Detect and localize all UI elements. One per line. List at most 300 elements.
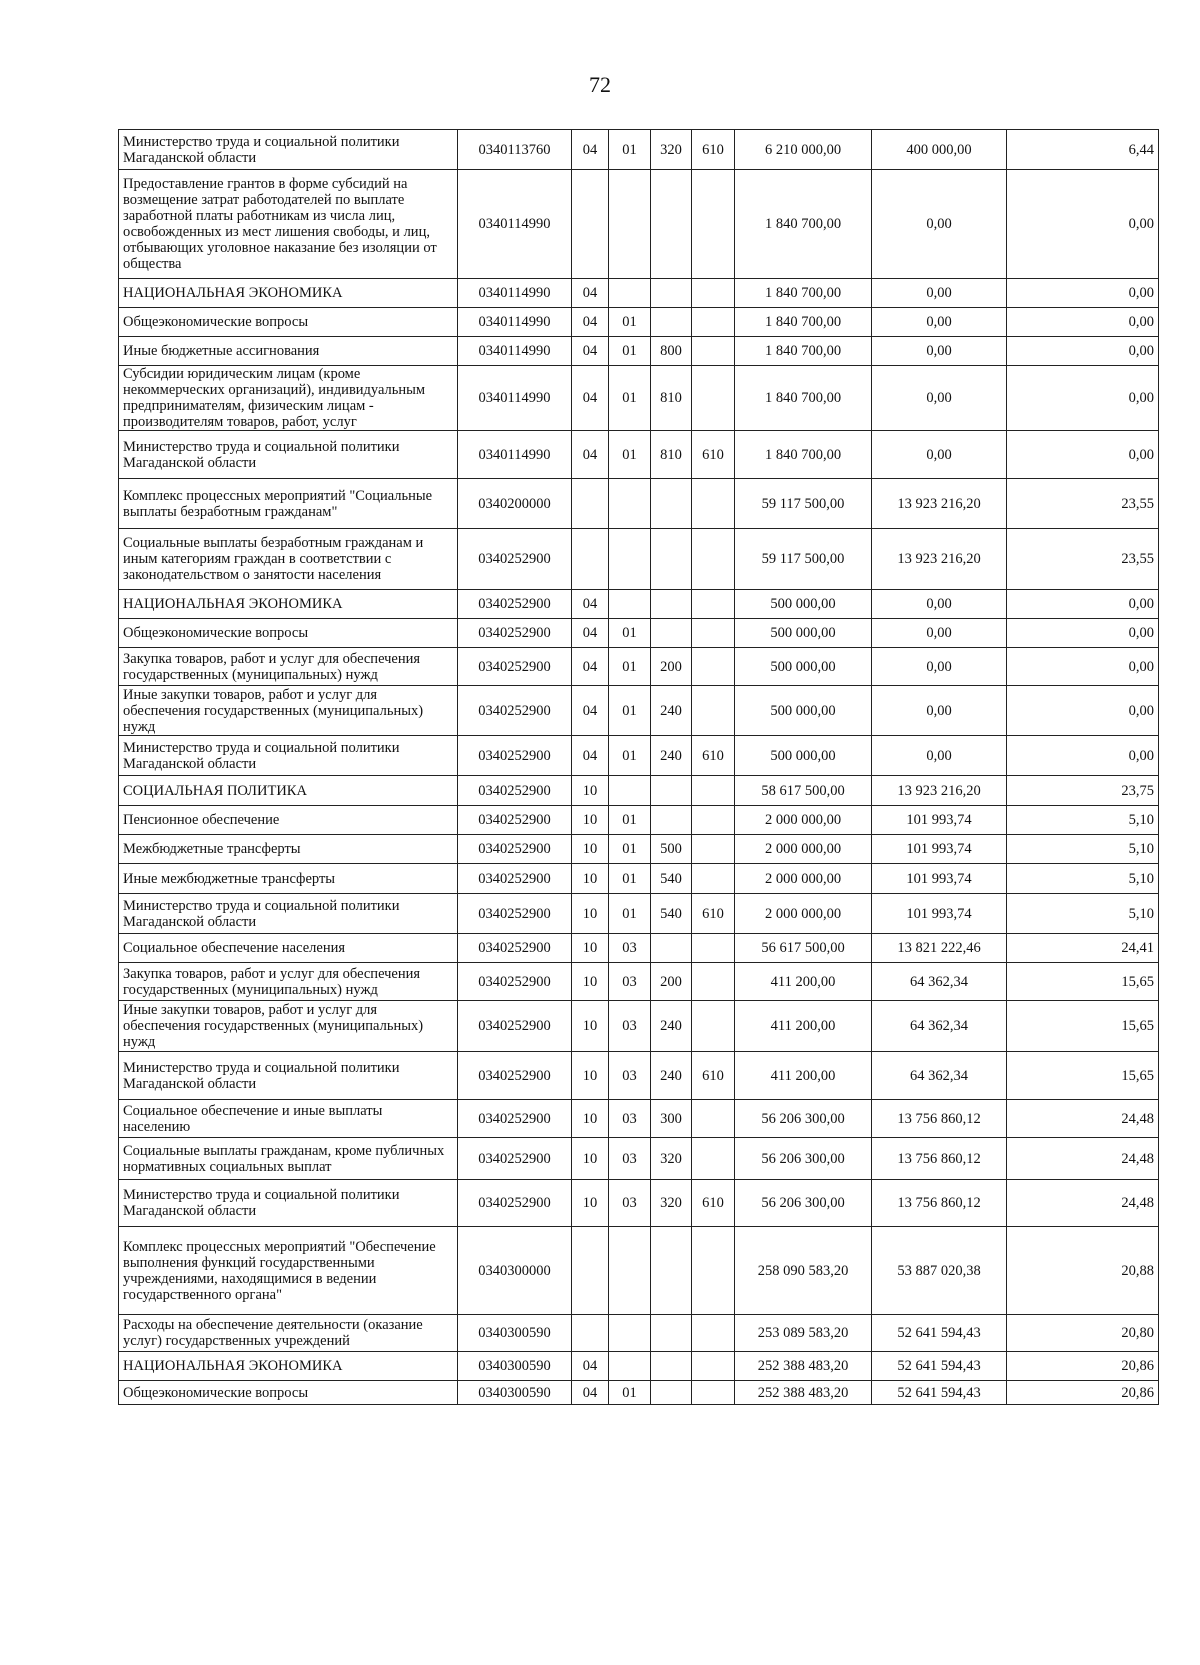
- table-row: [119, 648, 1159, 686]
- grbs-code: [692, 279, 735, 308]
- target-code: 0340252900: [458, 1001, 572, 1052]
- execution-percent: 24,48: [1007, 1138, 1159, 1180]
- grbs-code: 610: [692, 1052, 735, 1100]
- grbs-code: 610: [692, 130, 735, 170]
- executed-amount: 400 000,00: [872, 130, 1007, 170]
- grbs-code: [692, 835, 735, 864]
- execution-percent: 24,41: [1007, 934, 1159, 963]
- target-code: 0340114990: [458, 366, 572, 431]
- grbs-code: [692, 479, 735, 529]
- planned-amount: 59 117 500,00: [735, 529, 872, 590]
- section-code: 10: [572, 963, 609, 1001]
- executed-amount: 0,00: [872, 686, 1007, 736]
- execution-percent: 6,44: [1007, 130, 1159, 170]
- expense-type-code: [651, 308, 692, 337]
- table-row: [119, 1352, 1159, 1381]
- execution-percent: 20,80: [1007, 1315, 1159, 1352]
- expense-type-code: [651, 529, 692, 590]
- section-code: [572, 1227, 609, 1315]
- planned-amount: 56 206 300,00: [735, 1180, 872, 1227]
- table-row: [119, 130, 1159, 170]
- expense-type-code: 240: [651, 736, 692, 776]
- page-number: 72: [589, 72, 611, 97]
- target-code: 0340252900: [458, 963, 572, 1001]
- planned-amount: 1 840 700,00: [735, 279, 872, 308]
- section-code: 10: [572, 1180, 609, 1227]
- row-name: Министерство труда и социальной политики Магаданской области: [119, 894, 458, 934]
- subsection-code: 03: [609, 1052, 651, 1100]
- section-code: 04: [572, 590, 609, 619]
- table-row: [119, 1315, 1159, 1352]
- grbs-code: [692, 590, 735, 619]
- target-code: 0340252900: [458, 934, 572, 963]
- subsection-code: 01: [609, 835, 651, 864]
- row-name: Закупка товаров, работ и услуг для обеспечения государственных (муниципальных) нужд: [119, 648, 458, 686]
- planned-amount: 500 000,00: [735, 686, 872, 736]
- target-code: 0340252900: [458, 619, 572, 648]
- target-code: 0340114990: [458, 279, 572, 308]
- table-row: [119, 1227, 1159, 1315]
- row-name: СОЦИАЛЬНАЯ ПОЛИТИКА: [119, 776, 458, 806]
- execution-percent: 0,00: [1007, 170, 1159, 279]
- grbs-code: [692, 1100, 735, 1138]
- executed-amount: 0,00: [872, 337, 1007, 366]
- expense-type-code: [651, 806, 692, 835]
- target-code: 0340252900: [458, 648, 572, 686]
- planned-amount: 253 089 583,20: [735, 1315, 872, 1352]
- executed-amount: 0,00: [872, 619, 1007, 648]
- planned-amount: 58 617 500,00: [735, 776, 872, 806]
- executed-amount: 64 362,34: [872, 963, 1007, 1001]
- grbs-code: [692, 864, 735, 894]
- table-row: [119, 963, 1159, 1001]
- budget-table-body: [119, 130, 1159, 1405]
- table-row: [119, 894, 1159, 934]
- executed-amount: 0,00: [872, 431, 1007, 479]
- row-name: Министерство труда и социальной политики Магаданской области: [119, 736, 458, 776]
- planned-amount: 1 840 700,00: [735, 308, 872, 337]
- row-name: НАЦИОНАЛЬНАЯ ЭКОНОМИКА: [119, 590, 458, 619]
- section-code: [572, 1315, 609, 1352]
- expense-type-code: 200: [651, 648, 692, 686]
- table-row: [119, 1180, 1159, 1227]
- target-code: 0340252900: [458, 686, 572, 736]
- subsection-code: 01: [609, 736, 651, 776]
- planned-amount: 56 617 500,00: [735, 934, 872, 963]
- planned-amount: 1 840 700,00: [735, 366, 872, 431]
- executed-amount: 0,00: [872, 366, 1007, 431]
- table-row: [119, 619, 1159, 648]
- target-code: 0340252900: [458, 894, 572, 934]
- target-code: 0340252900: [458, 1100, 572, 1138]
- section-code: 10: [572, 776, 609, 806]
- target-code: 0340252900: [458, 864, 572, 894]
- grbs-code: [692, 170, 735, 279]
- table-row: [119, 1001, 1159, 1052]
- row-name: Комплекс процессных мероприятий "Социальные выплаты безработным гражданам": [119, 479, 458, 529]
- execution-percent: 0,00: [1007, 279, 1159, 308]
- target-code: 0340252900: [458, 529, 572, 590]
- planned-amount: 411 200,00: [735, 1001, 872, 1052]
- row-name: Пенсионное обеспечение: [119, 806, 458, 835]
- subsection-code: 03: [609, 1100, 651, 1138]
- expense-type-code: [651, 170, 692, 279]
- target-code: 0340252900: [458, 806, 572, 835]
- execution-percent: 0,00: [1007, 648, 1159, 686]
- row-name: Закупка товаров, работ и услуг для обеспечения государственных (муниципальных) нужд: [119, 963, 458, 1001]
- planned-amount: 2 000 000,00: [735, 864, 872, 894]
- subsection-code: 01: [609, 431, 651, 479]
- subsection-code: [609, 279, 651, 308]
- planned-amount: 1 840 700,00: [735, 431, 872, 479]
- row-name: Субсидии юридическим лицам (кроме некоммерческих организаций), индивидуальным предпринимателям, физическим лицам - производителям товаров, работ, услуг: [119, 366, 458, 431]
- subsection-code: [609, 1315, 651, 1352]
- execution-percent: 15,65: [1007, 1001, 1159, 1052]
- subsection-code: 01: [609, 894, 651, 934]
- expense-type-code: [651, 590, 692, 619]
- executed-amount: 13 756 860,12: [872, 1180, 1007, 1227]
- planned-amount: 258 090 583,20: [735, 1227, 872, 1315]
- execution-percent: 0,00: [1007, 736, 1159, 776]
- executed-amount: 0,00: [872, 279, 1007, 308]
- execution-percent: 24,48: [1007, 1180, 1159, 1227]
- table-row: [119, 864, 1159, 894]
- section-code: 10: [572, 1138, 609, 1180]
- budget-table: [118, 129, 1159, 1405]
- subsection-code: [609, 1227, 651, 1315]
- section-code: 10: [572, 1001, 609, 1052]
- section-code: 04: [572, 366, 609, 431]
- subsection-code: 01: [609, 864, 651, 894]
- execution-percent: 15,65: [1007, 963, 1159, 1001]
- row-name: Социальные выплаты гражданам, кроме публичных нормативных социальных выплат: [119, 1138, 458, 1180]
- target-code: 0340114990: [458, 431, 572, 479]
- section-code: 04: [572, 308, 609, 337]
- target-code: 0340300590: [458, 1352, 572, 1381]
- subsection-code: [609, 529, 651, 590]
- execution-percent: 20,88: [1007, 1227, 1159, 1315]
- execution-percent: 23,55: [1007, 479, 1159, 529]
- expense-type-code: 200: [651, 963, 692, 1001]
- expense-type-code: [651, 1227, 692, 1315]
- grbs-code: [692, 1001, 735, 1052]
- section-code: 10: [572, 835, 609, 864]
- table-row: [119, 170, 1159, 279]
- execution-percent: 0,00: [1007, 366, 1159, 431]
- expense-type-code: [651, 776, 692, 806]
- row-name: Министерство труда и социальной политики Магаданской области: [119, 431, 458, 479]
- planned-amount: 411 200,00: [735, 1052, 872, 1100]
- target-code: 0340252900: [458, 835, 572, 864]
- subsection-code: 03: [609, 1001, 651, 1052]
- executed-amount: 13 923 216,20: [872, 529, 1007, 590]
- row-name: Предоставление грантов в форме субсидий на возмещение затрат работодателей по выплате заработной платы работникам из числа лиц, освобожденных из мест лишения свободы, и лиц, отбывающих уголовное наказание без изоляции от общества: [119, 170, 458, 279]
- row-name: Иные межбюджетные трансферты: [119, 864, 458, 894]
- expense-type-code: 300: [651, 1100, 692, 1138]
- table-row: [119, 686, 1159, 736]
- planned-amount: 252 388 483,20: [735, 1381, 872, 1405]
- execution-percent: 24,48: [1007, 1100, 1159, 1138]
- execution-percent: 0,00: [1007, 308, 1159, 337]
- target-code: 0340252900: [458, 1052, 572, 1100]
- executed-amount: 101 993,74: [872, 806, 1007, 835]
- section-code: 04: [572, 1381, 609, 1405]
- executed-amount: 52 641 594,43: [872, 1315, 1007, 1352]
- planned-amount: 2 000 000,00: [735, 835, 872, 864]
- executed-amount: 52 641 594,43: [872, 1381, 1007, 1405]
- section-code: 04: [572, 431, 609, 479]
- executed-amount: 13 756 860,12: [872, 1138, 1007, 1180]
- row-name: Министерство труда и социальной политики Магаданской области: [119, 130, 458, 170]
- executed-amount: 13 923 216,20: [872, 776, 1007, 806]
- execution-percent: 0,00: [1007, 590, 1159, 619]
- row-name: Иные бюджетные ассигнования: [119, 337, 458, 366]
- table-row: [119, 529, 1159, 590]
- target-code: 0340200000: [458, 479, 572, 529]
- expense-type-code: [651, 934, 692, 963]
- row-name: Социальное обеспечение и иные выплаты населению: [119, 1100, 458, 1138]
- table-row: [119, 590, 1159, 619]
- row-name: Общеэкономические вопросы: [119, 619, 458, 648]
- planned-amount: 6 210 000,00: [735, 130, 872, 170]
- section-code: 10: [572, 1052, 609, 1100]
- subsection-code: 03: [609, 963, 651, 1001]
- row-name: Социальное обеспечение населения: [119, 934, 458, 963]
- grbs-code: [692, 648, 735, 686]
- target-code: 0340252900: [458, 776, 572, 806]
- grbs-code: [692, 366, 735, 431]
- subsection-code: 01: [609, 1381, 651, 1405]
- subsection-code: 01: [609, 366, 651, 431]
- expense-type-code: 540: [651, 864, 692, 894]
- section-code: 10: [572, 1100, 609, 1138]
- section-code: 10: [572, 894, 609, 934]
- table-row: [119, 337, 1159, 366]
- execution-percent: 5,10: [1007, 864, 1159, 894]
- section-code: 04: [572, 648, 609, 686]
- expense-type-code: [651, 1381, 692, 1405]
- planned-amount: 500 000,00: [735, 619, 872, 648]
- expense-type-code: 540: [651, 894, 692, 934]
- grbs-code: [692, 619, 735, 648]
- execution-percent: 0,00: [1007, 619, 1159, 648]
- subsection-code: [609, 170, 651, 279]
- table-row: [119, 308, 1159, 337]
- table-row: [119, 835, 1159, 864]
- executed-amount: 101 993,74: [872, 864, 1007, 894]
- section-code: 04: [572, 736, 609, 776]
- grbs-code: [692, 963, 735, 1001]
- subsection-code: 01: [609, 648, 651, 686]
- row-name: Социальные выплаты безработным гражданам и иным категориям граждан в соответствии с законодательством о занятости населения: [119, 529, 458, 590]
- planned-amount: 1 840 700,00: [735, 170, 872, 279]
- subsection-code: 03: [609, 1180, 651, 1227]
- target-code: 0340300000: [458, 1227, 572, 1315]
- executed-amount: 13 756 860,12: [872, 1100, 1007, 1138]
- section-code: [572, 479, 609, 529]
- execution-percent: 5,10: [1007, 806, 1159, 835]
- row-name: Иные закупки товаров, работ и услуг для обеспечения государственных (муниципальных) нужд: [119, 686, 458, 736]
- subsection-code: 01: [609, 130, 651, 170]
- grbs-code: [692, 776, 735, 806]
- grbs-code: [692, 1138, 735, 1180]
- execution-percent: 0,00: [1007, 686, 1159, 736]
- row-name: Расходы на обеспечение деятельности (оказание услуг) государственных учреждений: [119, 1315, 458, 1352]
- target-code: 0340300590: [458, 1381, 572, 1405]
- row-name: Министерство труда и социальной политики Магаданской области: [119, 1052, 458, 1100]
- expense-type-code: [651, 279, 692, 308]
- expense-type-code: [651, 619, 692, 648]
- executed-amount: 101 993,74: [872, 894, 1007, 934]
- row-name: Общеэкономические вопросы: [119, 1381, 458, 1405]
- subsection-code: [609, 1352, 651, 1381]
- executed-amount: 0,00: [872, 590, 1007, 619]
- table-row: [119, 934, 1159, 963]
- executed-amount: 0,00: [872, 170, 1007, 279]
- expense-type-code: 240: [651, 686, 692, 736]
- section-code: [572, 529, 609, 590]
- planned-amount: 252 388 483,20: [735, 1352, 872, 1381]
- grbs-code: [692, 806, 735, 835]
- executed-amount: 53 887 020,38: [872, 1227, 1007, 1315]
- section-code: 04: [572, 279, 609, 308]
- table-row: [119, 366, 1159, 431]
- expense-type-code: [651, 1352, 692, 1381]
- section-code: [572, 170, 609, 279]
- grbs-code: 610: [692, 736, 735, 776]
- executed-amount: 64 362,34: [872, 1052, 1007, 1100]
- execution-percent: 5,10: [1007, 894, 1159, 934]
- grbs-code: [692, 686, 735, 736]
- row-name: НАЦИОНАЛЬНАЯ ЭКОНОМИКА: [119, 1352, 458, 1381]
- planned-amount: 56 206 300,00: [735, 1138, 872, 1180]
- executed-amount: 0,00: [872, 648, 1007, 686]
- planned-amount: 1 840 700,00: [735, 337, 872, 366]
- grbs-code: [692, 934, 735, 963]
- expense-type-code: 810: [651, 431, 692, 479]
- target-code: 0340252900: [458, 590, 572, 619]
- table-row: [119, 479, 1159, 529]
- subsection-code: 01: [609, 686, 651, 736]
- planned-amount: 2 000 000,00: [735, 894, 872, 934]
- expense-type-code: [651, 1315, 692, 1352]
- executed-amount: 101 993,74: [872, 835, 1007, 864]
- execution-percent: 0,00: [1007, 337, 1159, 366]
- execution-percent: 20,86: [1007, 1381, 1159, 1405]
- table-row: [119, 1138, 1159, 1180]
- grbs-code: [692, 337, 735, 366]
- row-name: Министерство труда и социальной политики Магаданской области: [119, 1180, 458, 1227]
- target-code: 0340300590: [458, 1315, 572, 1352]
- executed-amount: 0,00: [872, 736, 1007, 776]
- grbs-code: [692, 1352, 735, 1381]
- grbs-code: 610: [692, 1180, 735, 1227]
- execution-percent: 5,10: [1007, 835, 1159, 864]
- execution-percent: 23,75: [1007, 776, 1159, 806]
- expense-type-code: 320: [651, 1180, 692, 1227]
- target-code: 0340114990: [458, 170, 572, 279]
- table-row: [119, 806, 1159, 835]
- section-code: 10: [572, 806, 609, 835]
- row-name: НАЦИОНАЛЬНАЯ ЭКОНОМИКА: [119, 279, 458, 308]
- grbs-code: [692, 1315, 735, 1352]
- grbs-code: [692, 1381, 735, 1405]
- target-code: 0340114990: [458, 337, 572, 366]
- section-code: 04: [572, 130, 609, 170]
- table-row: [119, 1052, 1159, 1100]
- target-code: 0340252900: [458, 736, 572, 776]
- executed-amount: 52 641 594,43: [872, 1352, 1007, 1381]
- grbs-code: 610: [692, 431, 735, 479]
- section-code: 10: [572, 934, 609, 963]
- expense-type-code: [651, 479, 692, 529]
- table-row: [119, 1381, 1159, 1405]
- section-code: 04: [572, 337, 609, 366]
- planned-amount: 500 000,00: [735, 590, 872, 619]
- execution-percent: 0,00: [1007, 431, 1159, 479]
- row-name: Комплекс процессных мероприятий "Обеспечение выполнения функций государственными учреждениями, находящимися в ведении государственного органа": [119, 1227, 458, 1315]
- target-code: 0340113760: [458, 130, 572, 170]
- section-code: 10: [572, 864, 609, 894]
- expense-type-code: 810: [651, 366, 692, 431]
- subsection-code: 01: [609, 308, 651, 337]
- subsection-code: [609, 590, 651, 619]
- planned-amount: 2 000 000,00: [735, 806, 872, 835]
- section-code: 04: [572, 1352, 609, 1381]
- grbs-code: 610: [692, 894, 735, 934]
- executed-amount: 13 821 222,46: [872, 934, 1007, 963]
- expense-type-code: 240: [651, 1052, 692, 1100]
- planned-amount: 500 000,00: [735, 648, 872, 686]
- subsection-code: 03: [609, 1138, 651, 1180]
- grbs-code: [692, 1227, 735, 1315]
- target-code: 0340114990: [458, 308, 572, 337]
- executed-amount: 13 923 216,20: [872, 479, 1007, 529]
- table-row: [119, 1100, 1159, 1138]
- expense-type-code: 320: [651, 130, 692, 170]
- expense-type-code: 800: [651, 337, 692, 366]
- table-row: [119, 776, 1159, 806]
- planned-amount: 56 206 300,00: [735, 1100, 872, 1138]
- grbs-code: [692, 529, 735, 590]
- planned-amount: 411 200,00: [735, 963, 872, 1001]
- table-row: [119, 431, 1159, 479]
- subsection-code: 03: [609, 934, 651, 963]
- grbs-code: [692, 308, 735, 337]
- expense-type-code: 320: [651, 1138, 692, 1180]
- executed-amount: 64 362,34: [872, 1001, 1007, 1052]
- section-code: 04: [572, 686, 609, 736]
- executed-amount: 0,00: [872, 308, 1007, 337]
- execution-percent: 20,86: [1007, 1352, 1159, 1381]
- row-name: Межбюджетные трансферты: [119, 835, 458, 864]
- execution-percent: 15,65: [1007, 1052, 1159, 1100]
- section-code: 04: [572, 619, 609, 648]
- table-row: [119, 279, 1159, 308]
- target-code: 0340252900: [458, 1138, 572, 1180]
- subsection-code: 01: [609, 806, 651, 835]
- table-row: [119, 736, 1159, 776]
- planned-amount: 59 117 500,00: [735, 479, 872, 529]
- target-code: 0340252900: [458, 1180, 572, 1227]
- planned-amount: 500 000,00: [735, 736, 872, 776]
- subsection-code: [609, 776, 651, 806]
- subsection-code: [609, 479, 651, 529]
- expense-type-code: 500: [651, 835, 692, 864]
- expense-type-code: 240: [651, 1001, 692, 1052]
- subsection-code: 01: [609, 337, 651, 366]
- subsection-code: 01: [609, 619, 651, 648]
